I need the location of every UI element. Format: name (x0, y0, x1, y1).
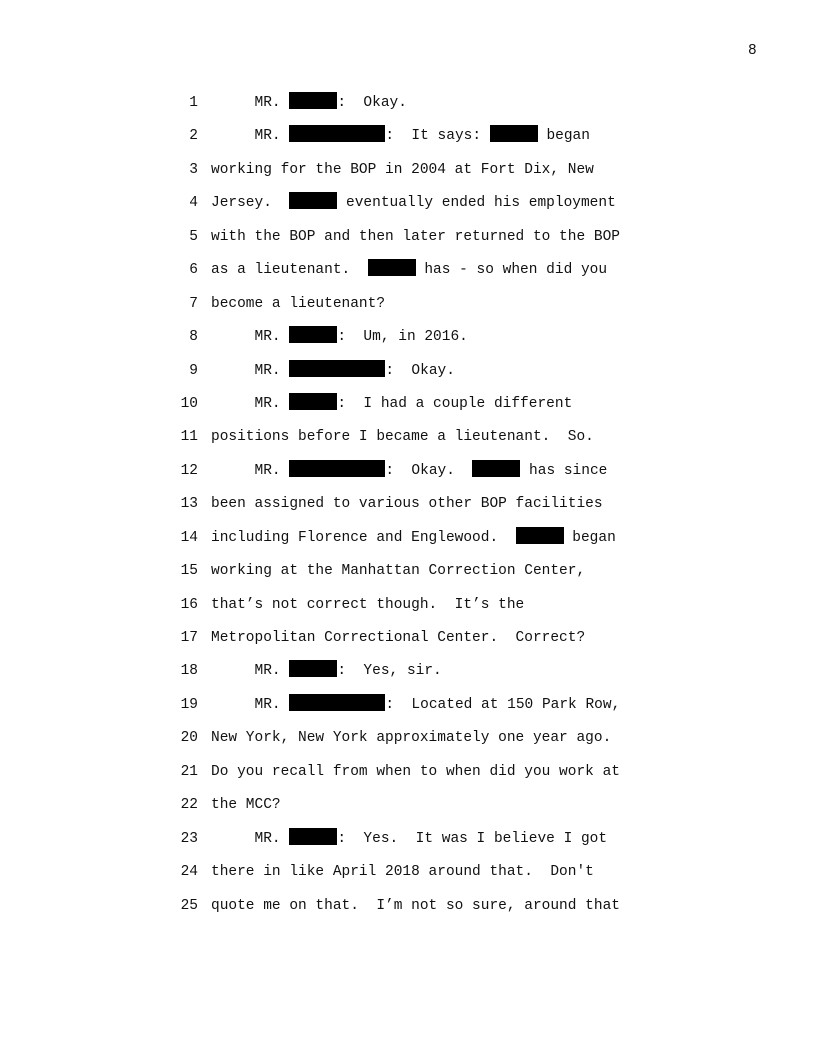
line-text (211, 325, 468, 349)
text-segment: MR. (211, 830, 290, 847)
line-number: 11 (180, 429, 198, 446)
line-text (211, 258, 607, 282)
text-segment: began (537, 128, 590, 145)
transcript-line (0, 860, 816, 893)
line-text (211, 726, 611, 750)
text-segment: MR. (211, 395, 290, 412)
line-number: 9 (189, 362, 198, 379)
text-segment: positions before I became a lieutenant. So. (211, 429, 594, 446)
redaction-box (289, 360, 385, 377)
line-text (211, 124, 590, 148)
text-segment: the MCC? (211, 797, 281, 814)
line-text (211, 359, 455, 383)
line-number: 21 (180, 763, 198, 780)
line-text (211, 158, 594, 182)
text-segment: : Yes. It was I believe I got (337, 830, 608, 847)
redaction-box (289, 393, 337, 410)
transcript-line (0, 325, 816, 358)
text-segment: : Okay. (385, 362, 455, 379)
transcript-line (0, 793, 816, 826)
text-segment: quote me on that. I’m not so sure, around that (211, 897, 620, 914)
transcript-line (0, 258, 816, 291)
redaction-box (289, 460, 385, 477)
transcript-line (0, 359, 816, 392)
line-text (211, 91, 407, 115)
transcript-line (0, 225, 816, 258)
page-number: 8 (748, 43, 757, 59)
line-text (211, 459, 607, 483)
line-text (211, 593, 524, 617)
text-segment: : Okay. (337, 95, 407, 111)
transcript-line (0, 593, 816, 626)
transcript-line (0, 124, 816, 157)
line-text (211, 191, 616, 215)
text-segment: has since (520, 462, 608, 479)
transcript-line (0, 726, 816, 759)
line-number: 16 (180, 596, 198, 613)
text-segment: including Florence and Englewood. (211, 529, 516, 546)
redaction-box (289, 694, 385, 711)
line-text (211, 225, 620, 249)
line-number: 14 (180, 529, 198, 546)
redaction-box (289, 125, 385, 142)
line-text (211, 860, 594, 884)
text-segment: MR. (211, 696, 290, 713)
transcript-body (0, 91, 816, 927)
text-segment: : Okay. (385, 462, 473, 479)
line-text (211, 827, 607, 851)
line-text (211, 526, 616, 550)
text-segment: MR. (211, 362, 290, 379)
transcript-line (0, 425, 816, 458)
line-text (211, 292, 385, 316)
line-number: 4 (189, 195, 198, 212)
line-number: 19 (180, 696, 198, 713)
transcript-line (0, 392, 816, 425)
text-segment: working for the BOP in 2004 at Fort Dix, New (211, 161, 594, 178)
line-number: 22 (180, 797, 198, 814)
text-segment: MR. (211, 128, 290, 145)
transcript-line (0, 659, 816, 692)
line-number: 15 (180, 563, 198, 580)
line-number: 5 (189, 228, 198, 245)
text-segment: eventually ended his employment (337, 195, 616, 212)
text-segment: MR. (211, 329, 290, 346)
line-number: 20 (180, 730, 198, 747)
line-number: 10 (180, 395, 198, 412)
transcript-line (0, 626, 816, 659)
text-segment: MR. (211, 663, 290, 680)
redaction-box (289, 326, 337, 343)
text-segment: as a lieutenant. (211, 262, 368, 279)
redaction-box (490, 125, 538, 142)
redaction-box (289, 92, 337, 109)
text-segment: Do you recall from when to when did you work at (211, 763, 620, 780)
text-segment: : Um, in 2016. (337, 329, 468, 346)
line-number: 7 (189, 295, 198, 312)
transcript-line (0, 827, 816, 860)
text-segment: began (563, 529, 616, 546)
text-segment: : I had a couple different (337, 395, 573, 412)
line-text (211, 693, 620, 717)
redaction-box (516, 527, 564, 544)
text-segment: New York, New York approximately one year ago. (211, 730, 612, 747)
text-segment: MR. (211, 462, 290, 479)
transcript-line (0, 492, 816, 525)
transcript-line (0, 292, 816, 325)
transcript-line (0, 760, 816, 793)
line-number: 17 (180, 630, 198, 646)
text-segment: : It says: (385, 128, 490, 145)
text-segment: become a lieutenant? (211, 295, 386, 312)
transcript-line (0, 693, 816, 726)
text-segment: MR. (211, 95, 290, 111)
text-segment: there in like April 2018 around that. Don't (211, 864, 594, 881)
line-text (211, 659, 442, 683)
line-number: 3 (189, 161, 198, 178)
line-number: 2 (189, 128, 198, 145)
text-segment: working at the Manhattan Correction Center, (211, 563, 586, 580)
line-text (211, 760, 620, 784)
redaction-box (289, 192, 337, 209)
text-segment: Metropolitan Correctional Center. Correct? (211, 630, 586, 646)
line-text (211, 793, 281, 817)
transcript-line (0, 526, 816, 559)
text-segment: : Yes, sir. (337, 663, 442, 680)
line-number: 24 (180, 864, 198, 881)
line-text (211, 626, 585, 650)
line-number: 8 (189, 329, 198, 346)
redaction-box (368, 259, 416, 276)
line-number: 23 (180, 830, 198, 847)
transcript-line (0, 459, 816, 492)
line-text (211, 894, 620, 918)
line-text (211, 425, 594, 449)
line-number: 12 (180, 462, 198, 479)
line-number: 18 (180, 663, 198, 680)
line-text (211, 392, 572, 416)
line-text (211, 559, 585, 583)
text-segment: : Located at 150 Park Row, (385, 696, 621, 713)
line-number: 25 (180, 897, 198, 914)
text-segment: with the BOP and then later returned to the BOP (211, 228, 620, 245)
transcript-line (0, 894, 816, 927)
text-segment: been assigned to various other BOP facilities (211, 496, 603, 513)
line-number: 6 (189, 262, 198, 279)
transcript-line (0, 158, 816, 191)
transcript-line (0, 559, 816, 592)
text-segment: that’s not correct though. It’s the (211, 596, 525, 613)
text-segment: has - so when did you (415, 262, 608, 279)
redaction-box (289, 828, 337, 845)
transcript-line (0, 191, 816, 224)
line-text (211, 492, 603, 516)
line-number: 13 (180, 496, 198, 513)
line-number: 1 (189, 95, 198, 111)
text-segment: Jersey. (211, 195, 290, 212)
redaction-box (472, 460, 520, 477)
transcript-line (0, 91, 816, 124)
redaction-box (289, 660, 337, 677)
